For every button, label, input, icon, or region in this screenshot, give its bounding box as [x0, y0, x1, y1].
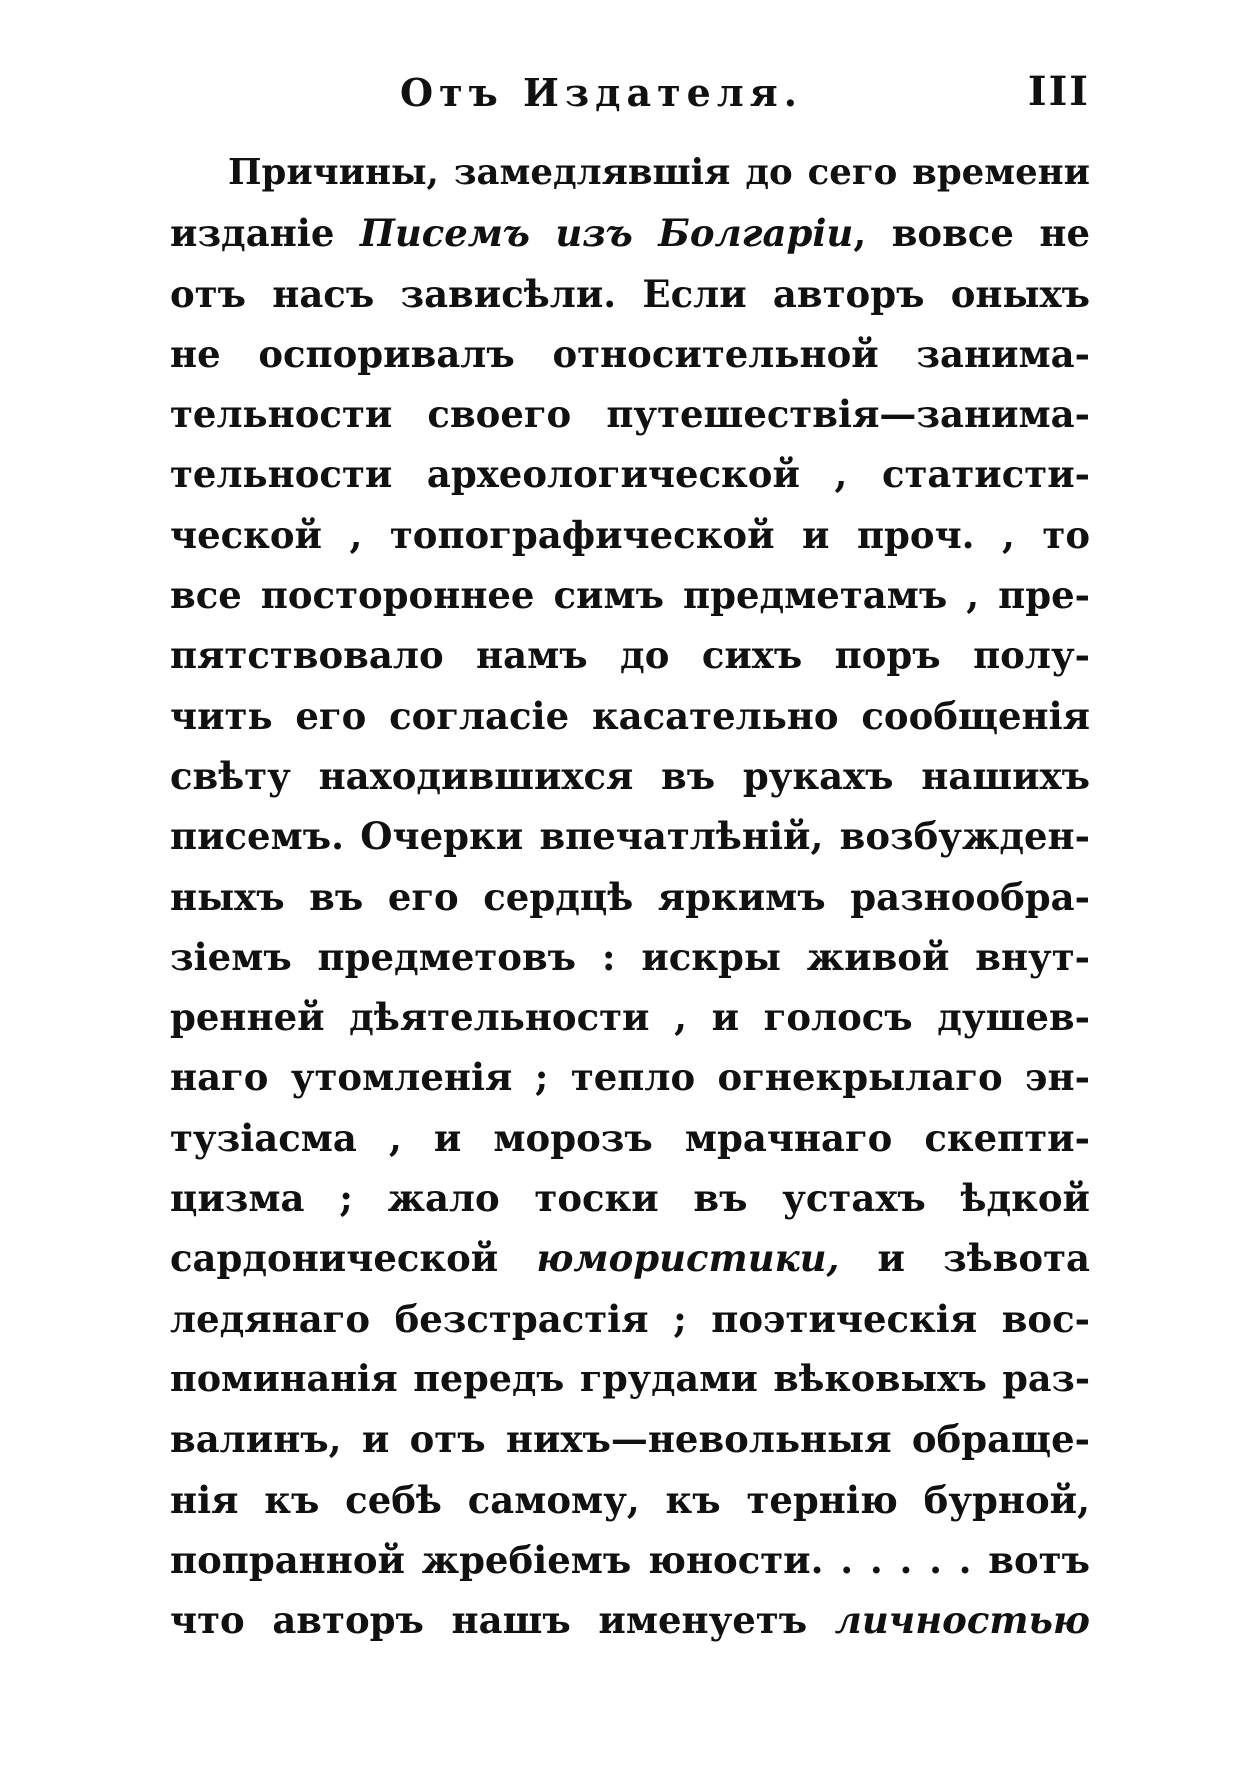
text-line: [170, 505, 1090, 565]
text-line: [170, 444, 1090, 504]
text-segment: писемъ. Очерки впечатлѣній, возбужден-: [170, 814, 1090, 859]
text-line: [170, 1409, 1090, 1469]
text-line: [170, 1108, 1090, 1168]
text-line: [170, 1349, 1090, 1409]
text-segment: наго утомленія ; тепло огнекрылаго эн-: [170, 1055, 1090, 1100]
running-head: [170, 62, 1090, 122]
text-segment: зіемъ предметовъ : искры живой внут-: [170, 934, 1090, 979]
text-segment: что авторъ нашъ именуетъ: [170, 1598, 835, 1643]
text-line: [170, 867, 1090, 927]
text-segment: ческой , топографической и проч. , то: [170, 512, 1090, 557]
text-segment: тузіасма , и морозъ мрачнаго скепти-: [170, 1115, 1090, 1160]
text-segment: цизма ; жало тоски въ устахъ ѣдкой: [170, 1176, 1090, 1221]
text-segment: нія къ себѣ самому, къ тернію бурной,: [170, 1477, 1090, 1522]
text-line: [170, 1590, 1090, 1650]
text-segment: и зѣвота: [839, 1236, 1090, 1281]
text-segment: пятствовало намъ до сихъ поръ полу-: [170, 633, 1090, 678]
text-line: [170, 1228, 1090, 1288]
text-segment: все постороннее симъ предметамъ , пре-: [170, 573, 1090, 618]
text-line: [170, 1047, 1090, 1107]
running-title: Отъ Издателя.: [400, 70, 803, 115]
text-line: [170, 1470, 1090, 1530]
text-line: [170, 565, 1090, 625]
text-segment: попранной жребіемъ юности. . . . . . вотъ: [170, 1537, 1090, 1582]
page-number: III: [1027, 68, 1090, 115]
text-line: [170, 324, 1090, 384]
text-line: [170, 746, 1090, 806]
text-segment: тельности археологической , статисти-: [170, 452, 1090, 497]
text-segment: ледянаго безстрастія ; поэтическія вос-: [170, 1296, 1090, 1341]
text-segment: поминанія передъ грудами вѣковыхъ раз-: [170, 1356, 1090, 1400]
text-line: [170, 203, 1090, 263]
text-segment: , вовсе не: [853, 211, 1090, 256]
text-line: [170, 264, 1090, 324]
text-segment: валинъ, и отъ нихъ—невольныя обраще-: [170, 1417, 1090, 1462]
text-line: [170, 625, 1090, 685]
italic-text: личностью: [834, 1598, 1090, 1643]
text-segment: сардонической: [170, 1236, 537, 1281]
text-line: [170, 686, 1090, 746]
text-line: [170, 1168, 1090, 1228]
text-line: [170, 1530, 1090, 1590]
text-segment: свѣту находившихся въ рукахъ нашихъ: [170, 753, 1090, 798]
body-text: [170, 143, 1090, 1650]
text-segment: тельности своего путешествія—занима-: [170, 392, 1090, 437]
italic-text: юмористики,: [536, 1236, 840, 1281]
text-segment: чить его согласіе касательно сообщенія: [170, 693, 1090, 738]
text-segment: не оспоривалъ относительной занима-: [170, 331, 1090, 376]
text-segment: ренней дѣятельности , и голосъ душев-: [170, 995, 1090, 1040]
text-line: [170, 987, 1090, 1047]
italic-text: Писемъ изъ Болгаріи: [359, 211, 854, 256]
text-line: [170, 1289, 1090, 1349]
text-segment: отъ насъ зависѣли. Если авторъ оныхъ: [170, 271, 1090, 316]
text-segment: ныхъ въ его сердцѣ яркимъ разнообра-: [170, 874, 1090, 919]
text-line: [170, 143, 1090, 203]
text-line: [170, 384, 1090, 444]
text-segment: изданіе: [170, 211, 360, 256]
text-line: [170, 927, 1090, 987]
text-segment: Причины, замедлявшія до сего времени: [228, 152, 1090, 193]
text-line: [170, 806, 1090, 866]
